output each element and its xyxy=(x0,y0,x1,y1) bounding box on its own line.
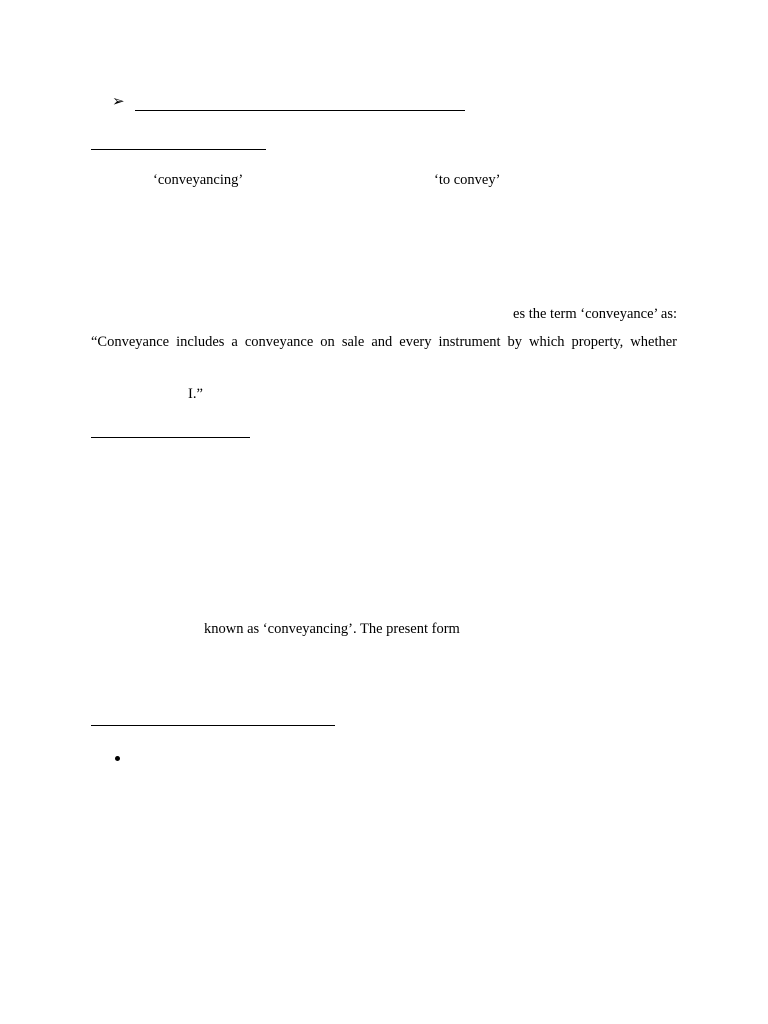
definition-quote-line: “Conveyance includes a conveyance on sale and every instrument by which property, whether xyxy=(91,334,677,350)
history-fragment: known as ‘conveyancing’. The present form xyxy=(204,621,460,637)
list-bullet-icon xyxy=(115,756,120,761)
subheading-underline-2 xyxy=(91,437,250,438)
definition-lead: es the term ‘conveyance’ as: xyxy=(513,306,677,322)
term-to-convey: ‘to convey’ xyxy=(434,172,501,188)
definition-quote-end: I.” xyxy=(188,386,203,402)
section-heading-underline xyxy=(135,110,465,111)
subheading-underline-1 xyxy=(91,149,266,150)
arrow-bullet-icon: ➢ xyxy=(112,94,125,110)
subheading-underline-3 xyxy=(91,725,335,726)
term-conveyancing: ‘conveyancing’ xyxy=(153,172,244,188)
